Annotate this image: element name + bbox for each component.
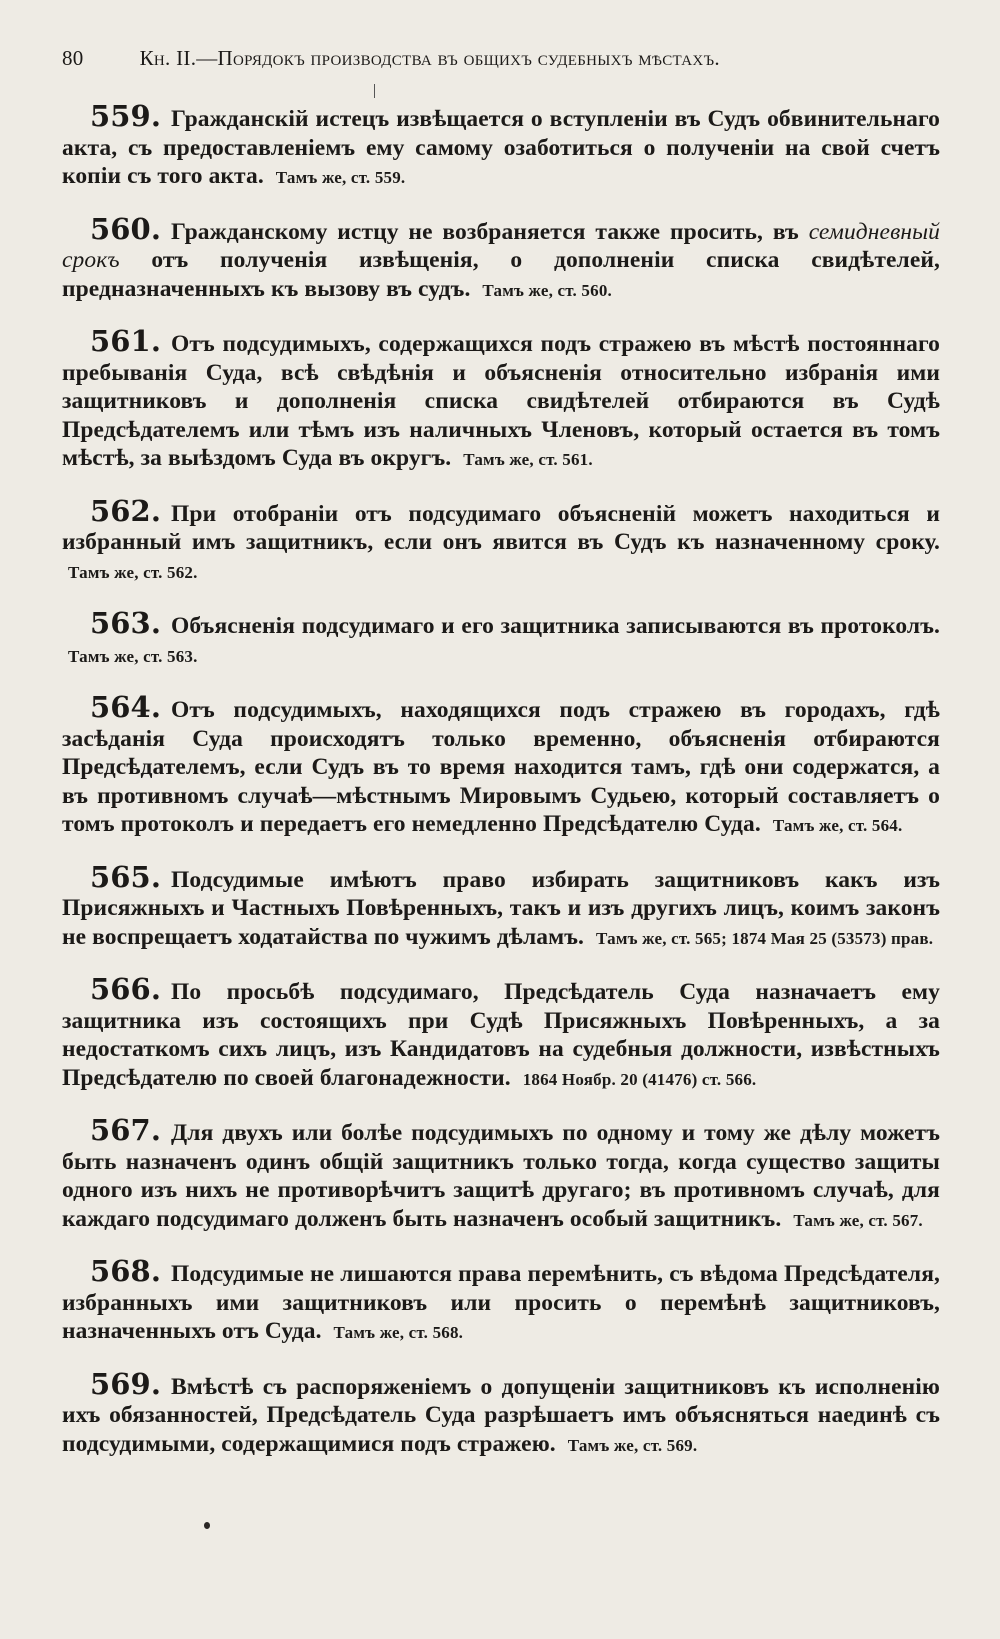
article-number: 559. (90, 99, 162, 133)
article-560 (62, 211, 941, 306)
article-number: 564. (90, 690, 162, 724)
article-text: отъ полученія извѣщенія, о дополненіи списка свидѣтелей, предназначенныхъ къ вызову въ судъ. (62, 247, 940, 302)
article-566 (62, 972, 940, 1094)
article-567 (62, 1113, 940, 1235)
article-number: 562. (90, 493, 162, 528)
article-text: Подсудимые не лишаются права перемѣнить, съ вѣдома Предсѣдателя, избранныхъ ими защитниковъ или просить о перемѣнѣ защитниковъ, назначенныхъ отъ Суда. (62, 1261, 940, 1344)
article-reference: Тамъ же, ст. 569. (567, 1435, 698, 1455)
article-text: Гражданскій истецъ извѣщается о вступленіи въ Судъ обвинительнаго акта, съ предоставленіемъ ему самому озаботиться о полученіи на свой счетъ копіи съ того акта. (62, 106, 940, 189)
article-563 (62, 606, 940, 671)
article-reference: Тамъ же, ст. 561. (463, 450, 593, 469)
article-562 (62, 493, 940, 588)
page-number: 80 (62, 46, 84, 70)
article-number: 569. (90, 1366, 162, 1401)
article-number: 560. (90, 211, 162, 246)
article-text: Гражданскому истцу не возбраняется также просить, въ (171, 218, 799, 245)
article-561 (62, 324, 940, 475)
article-reference: Тамъ же, ст. 565; 1874 Мая 25 (53573) прав. (596, 928, 934, 948)
article-number: 567. (90, 1113, 162, 1147)
article-reference: Тамъ же, ст. 568. (333, 1323, 464, 1342)
article-568 (62, 1254, 940, 1348)
article-559 (62, 99, 940, 193)
article-text: Отъ подсудимыхъ, содержащихся подъ стражею въ мѣстѣ постояннаго пребыванія Суда, всѣ свѣдѣнія и объясненія относительно избранія ими защитниковъ и дополненія списка свидѣтелей отбираются въ Судѣ Предсѣдателемъ или тѣмъ изъ наличныхъ Членовъ, который остается въ томъ мѣстѣ, за выѣздомъ Суда въ округъ. (62, 331, 940, 471)
article-number: 565. (90, 859, 162, 894)
ink-dot (204, 1522, 210, 1529)
article-text: Объясненія подсудимаго и его защитника записываются въ протоколъ. (171, 613, 940, 639)
article-reference: 1864 Ноябр. 20 (41476) ст. 566. (522, 1069, 757, 1089)
articles-list (62, 99, 941, 1482)
printing-mark (374, 84, 375, 98)
article-number: 568. (90, 1254, 162, 1288)
article-reference: Тамъ же, ст. 562. (68, 562, 198, 582)
running-title: Кн. II.—Порядокъ производства въ общихъ судебныхъ мѣстахъ. (139, 46, 720, 70)
article-reference: Тамъ же, ст. 560. (482, 280, 612, 300)
article-text: Подсудимые имѣютъ право избирать защитниковъ какъ изъ Присяжныхъ и Частныхъ Повѣренныхъ, такъ и изъ другихъ лицъ, коимъ законъ не воспрещаетъ ходатайства по чужимъ дѣламъ. (62, 866, 940, 950)
article-reference: Тамъ же, ст. 563. (68, 646, 198, 666)
article-text: Для двухъ или болѣе подсудимыхъ по одному и тому же дѣлу можетъ быть назначенъ одинъ общій защитникъ только тогда, когда существо защиты одного изъ нихъ не противорѣчитъ защитѣ другаго; въ противномъ случаѣ, для каждаго подсудимаго долженъ быть назначенъ особый защитникъ. (62, 1120, 940, 1232)
article-text: Вмѣстѣ съ распоряженіемъ о допущеніи защитниковъ къ исполненію ихъ обязанностей, Предсѣдатель Суда разрѣшаетъ имъ объясняться наединѣ съ подсудимыми, содержащимися подъ стражею. (62, 1373, 940, 1457)
article-569 (62, 1366, 940, 1461)
article-reference: Тамъ же, ст. 559. (275, 168, 406, 187)
article-text: По просьбѣ подсудимаго, Предсѣдатель Суда назначаетъ ему защитника изъ состоящихъ при Судѣ Присяжныхъ Повѣренныхъ, а за недостаткомъ сихъ лицъ, изъ Кандидатовъ на судебныя должности, извѣстныхъ Предсѣдателю по своей благонадежности. (62, 979, 940, 1091)
article-564 (62, 690, 940, 841)
article-number: 561. (90, 324, 162, 358)
article-emphasis: семидневный срокъ (62, 218, 941, 273)
article-reference: Тамъ же, ст. 564. (772, 816, 903, 835)
article-number: 563. (90, 606, 162, 640)
article-565 (62, 859, 940, 954)
article-text: Отъ подсудимыхъ, находящихся подъ стражею въ городахъ, гдѣ засѣданія Суда происходятъ только временно, объясненія отбираются Предсѣдателемъ, если Судъ въ то время находится тамъ, гдѣ они содержатся, а въ противномъ случаѣ—мѣстнымъ Мировымъ Судьею, который составляетъ о томъ протоколъ и передаетъ его немедленно Предсѣдателю Суда. (62, 697, 940, 837)
article-reference: Тамъ же, ст. 567. (793, 1210, 923, 1230)
page-header (62, 46, 942, 71)
article-text: При отобраніи отъ подсудимаго объясненій можетъ находиться и избранный имъ защитникъ, если онъ явится въ Судъ къ назначенному сроку. (62, 500, 940, 555)
article-number: 566. (90, 972, 162, 1006)
